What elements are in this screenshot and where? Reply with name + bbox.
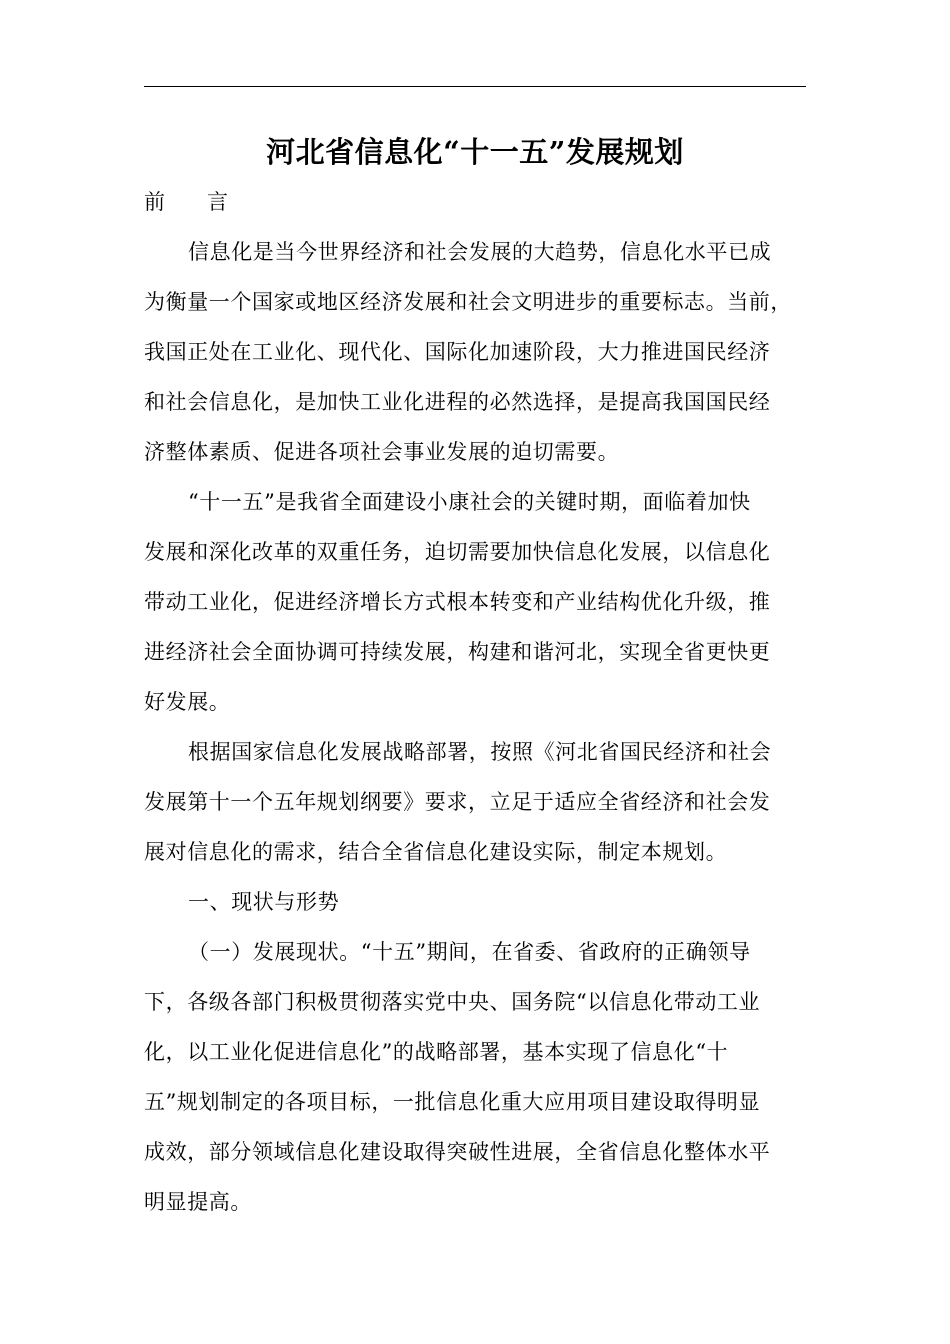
text-line: 我国正处在工业化、现代化、国际化加速阶段，大力推进国民经济 — [144, 340, 771, 364]
text-line: 成效，部分领域信息化建设取得突破性进展，全省信息化整体水平 — [144, 1140, 771, 1164]
paragraph-3 — [144, 734, 806, 884]
document-title: 河北省信息化“十一五”发展规划 — [266, 135, 684, 169]
text-line: 济整体素质、促进各项社会事业发展的迫切需要。 — [144, 440, 620, 464]
body-text — [144, 234, 806, 1234]
text-line: 发展第十一个五年规划纲要》要求，立足于适应全省经济和社会发 — [144, 790, 771, 814]
text-line: 展对信息化的需求，结合全省信息化建设实际，制定本规划。 — [144, 840, 728, 864]
paragraph-1 — [144, 234, 806, 484]
text-line: 发展和深化改革的双重任务，迫切需要加快信息化发展，以信息化 — [144, 540, 771, 564]
text-line: 明显提高。 — [144, 1190, 252, 1214]
text-line: 进经济社会全面协调可持续发展，构建和谐河北，实现全省更快更 — [144, 640, 771, 664]
paragraph-4 — [144, 934, 806, 1234]
text-line: 化，以工业化促进信息化”的战略部署，基本实现了信息化“十 — [144, 1040, 729, 1064]
text-line: 五”规划制定的各项目标，一批信息化重大应用项目建设取得明显 — [144, 1090, 761, 1114]
section-heading — [144, 884, 806, 934]
text-line: 好发展。 — [144, 690, 231, 714]
text-line: 为衡量一个国家或地区经济发展和社会文明进步的重要标志。当前， — [144, 290, 792, 314]
text-line: 根据国家信息化发展战略部署，按照《河北省国民经济和社会 — [188, 740, 772, 764]
text-line: “十一五”是我省全面建设小康社会的关键时期，面临着加快 — [188, 490, 751, 514]
text-line: 下，各级各部门积极贯彻落实党中央、国务院“以信息化带动工业 — [144, 990, 761, 1014]
section-heading-text: 一、现状与形势 — [188, 890, 340, 914]
paragraph-2 — [144, 484, 806, 734]
header-rule — [144, 86, 806, 87]
preface-heading: 前 言 — [144, 190, 228, 214]
text-line: 信息化是当今世界经济和社会发展的大趋势，信息化水平已成 — [188, 240, 772, 264]
text-line: 带动工业化，促进经济增长方式根本转变和产业结构优化升级，推 — [144, 590, 771, 614]
text-line: （一）发展现状。“十五”期间，在省委、省政府的正确领导 — [188, 940, 751, 964]
text-line: 和社会信息化，是加快工业化进程的必然选择，是提高我国国民经 — [144, 390, 771, 414]
